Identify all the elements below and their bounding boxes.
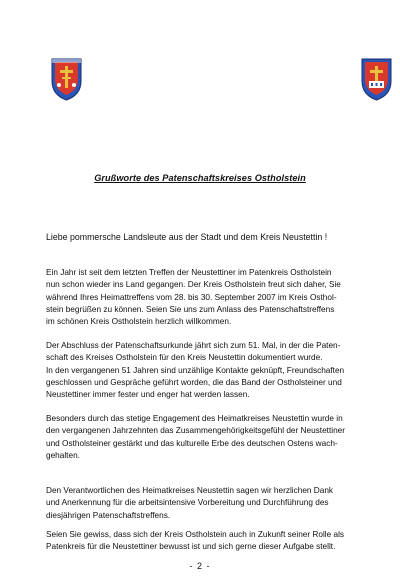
paragraph-line: Der Abschluss der Patenschaftsurkunde jährt sich zum 51. Mal, in der die Paten- bbox=[46, 341, 341, 350]
paragraph-line: geschlossen und Gespräche geführt worden, die das Band der Ostholsteiner und bbox=[46, 377, 342, 387]
paragraph-line: Neustettiner immer fester und enger hat werden lassen. bbox=[46, 390, 250, 400]
document-title: Grußworte des Patenschaftskreises Ostholstein bbox=[94, 173, 306, 183]
greeting-line: Liebe pommersche Landsleute aus der Stadt und dem Kreis Neustettin ! bbox=[46, 232, 328, 242]
coat-of-arms-icon bbox=[50, 57, 83, 101]
paragraph-line: Patenkreis für die Neustettiner bewusst ist und sich gerne dieser Aufgabe stellt. bbox=[46, 542, 336, 552]
paragraph-line: In den vergangenen 51 Jahren sind unzählige Kontakte geknüpft, Freundschaften bbox=[46, 365, 345, 375]
paragraph-line: und Anerkennung für die arbeitsintensive Vorbereitung und Durchführung des bbox=[46, 498, 329, 508]
paragraph-line: stein begrüßen zu können. Seien Sie uns zum Anlass des Patenschaftstreffens bbox=[46, 304, 335, 314]
paragraph bbox=[46, 413, 374, 462]
paragraph-line: den vergangenen Jahrzehnten das Zusammengehörigkeitsgefühl der Neustettiner bbox=[46, 426, 346, 436]
paragraph-line: während Ihres Heimattreffens vom 28. bis 30. September 2007 im Kreis Osthol- bbox=[46, 292, 337, 302]
paragraph bbox=[46, 529, 374, 554]
coat-of-arms-icon bbox=[360, 57, 393, 101]
paragraph-line: diesjährigen Patenschaftstreffens. bbox=[46, 510, 171, 520]
paragraph bbox=[46, 340, 374, 401]
paragraph-line: Ein Jahr ist seit dem letzten Treffen der Neustettiner im Patenkreis Ostholstein bbox=[46, 268, 332, 277]
paragraph-line: im schönen Kreis Ostholstein herzlich willkommen. bbox=[46, 317, 232, 327]
paragraph bbox=[46, 485, 374, 522]
paragraph-line: gehalten. bbox=[46, 450, 80, 460]
paragraph-line: nun schon wieder ins Land gegangen. Der Kreis Ostholstein freut sich daher, Sie bbox=[46, 280, 341, 290]
paragraph bbox=[46, 267, 374, 328]
paragraph-line: und Ostholsteiner gestärkt und das kulturelle Erbe des deutschen Ostens wach- bbox=[46, 438, 338, 448]
paragraph-line: Besonders durch das stetige Engagement des Heimatkreises Neustettin wurde in bbox=[46, 414, 343, 423]
paragraph-line: Seien Sie gewiss, dass sich der Kreis Ostholstein auch in Zukunft seiner Rolle als bbox=[46, 530, 345, 539]
paragraph-line: schaft des Kreises Ostholstein für den Kreis Neustettin dokumentiert wurde. bbox=[46, 353, 323, 363]
paragraph-line: Den Verantwortlichen des Heimatkreises Neustettin sagen wir herzlichen Dank bbox=[46, 486, 334, 495]
page-number: - 2 - bbox=[189, 561, 211, 571]
